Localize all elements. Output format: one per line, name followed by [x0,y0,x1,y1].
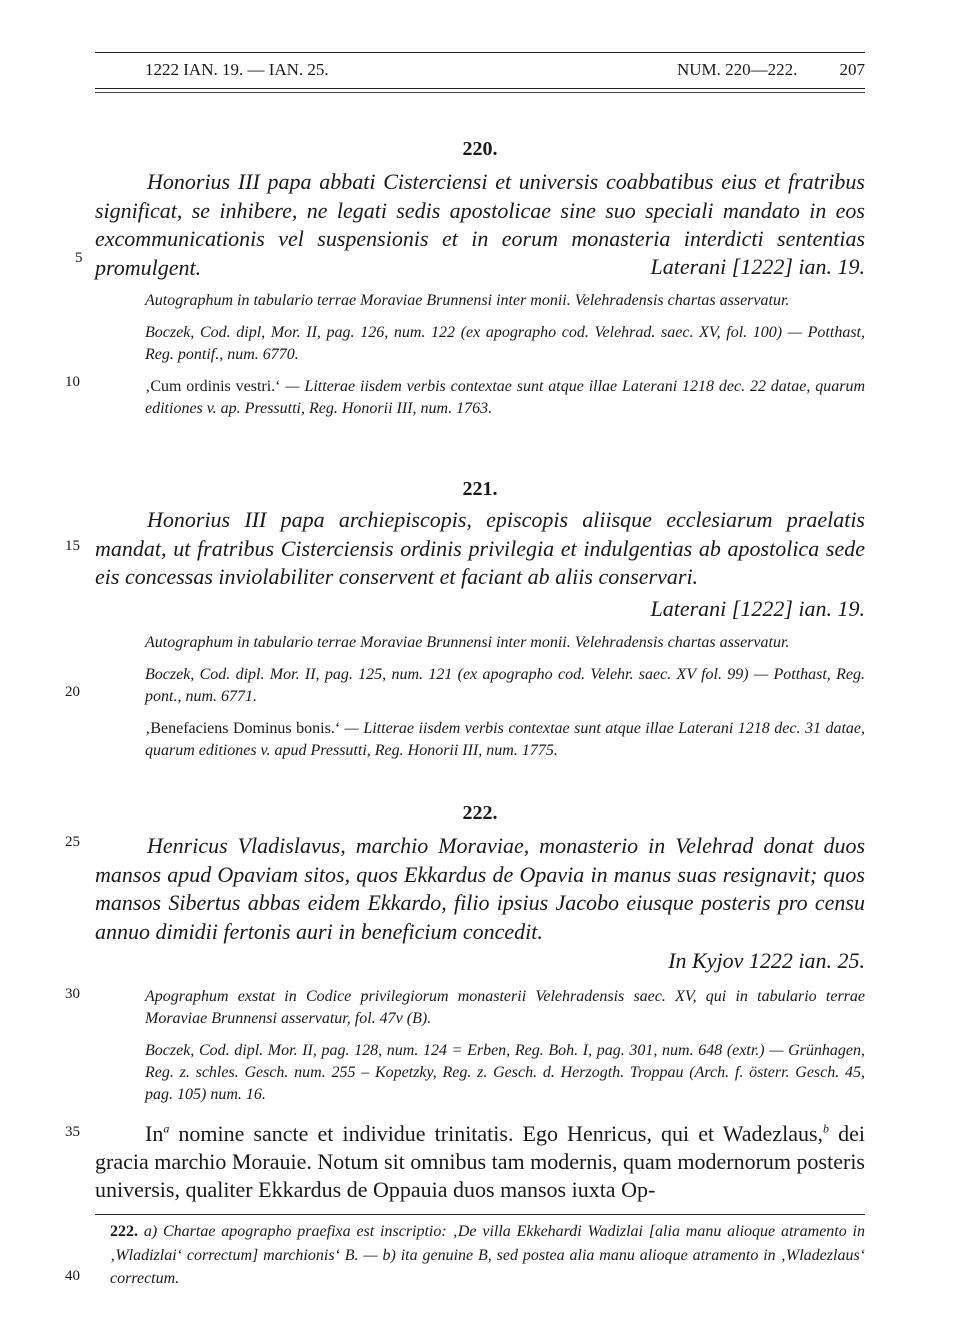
line-number: 15 [65,538,80,554]
line-number: 35 [65,1124,80,1140]
note-incipit-221: ‚Benefaciens Dominus bonis.‘ — Litterae iisdem verbis contextae sunt atque illae Laterani 1218 dec. 31 datae, quarum editiones v. apud Pressutti, Reg. Honorii III, num. 1775. [145,719,866,759]
footnote-marker-b: b [823,1121,830,1136]
line-number: 25 [65,834,80,850]
notes-222 [95,986,865,1106]
footnote-label: 222. [110,1223,138,1240]
footnotes [110,1220,865,1291]
document-222 [95,832,865,1204]
page-number: 207 [839,60,865,79]
note-archive-220: Autographum in tabulario terrae Moraviae Brunnensi inter monii. Velehradensis chartas asservatur. [145,292,790,309]
header-date-range: 1222 IAN. 19. — IAN. 25. [145,60,329,79]
running-header [95,60,865,84]
date-220: Laterani [1222] ian. 19. [650,254,865,279]
regest-220: Honorius III papa abbati Cisterciensi et universis coabbatibus eius et fratribus significat, se inhibere, ne legati sedis apostolicae sine suo speciali mandato in eos excommunicationis vel suspensionis et in eorum monasteria interdicti sententias promulgent. [95,169,865,280]
line-number: 30 [65,986,80,1002]
document-number-220: 220. [462,138,498,160]
document-number-221: 221. [462,478,498,500]
date-222: In Kyjov 1222 ian. 25. [668,948,865,973]
notes-221 [95,632,865,762]
incipit-221: ‚Benefaciens Dominus bonis.‘ [145,719,341,737]
header-numbers: NUM. 220—222. [677,60,798,79]
notes-220 [95,290,865,420]
note-archive-221: Autographum in tabulario terrae Moraviae Brunnensi inter monii. Velehradensis chartas asservatur. [145,633,790,651]
line-number: 20 [65,684,80,700]
note-editions-221: Boczek, Cod. dipl. Mor. II, pag. 125, num. 121 (ex apographo cod. Velehr. saec. XV fol. 99) — Potthast, Reg. pont., num. 6771. [145,665,865,705]
document-220 [95,168,865,430]
header-rule-bottom [95,88,865,89]
document-221 [95,506,865,772]
footnote-rule [95,1214,865,1215]
regest-222: Henricus Vladislavus, marchio Moraviae, monasterio in Velehrad donat duos mansos apud Opaviam sitos, quos Ekkardus de Opavia in manus suas resignavit; quos mansos Sibertus abbas eidem Ekkardo, filio ipsius Jacobo eiusque posteris pro censu annuo dimidii fertonis auri in beneficium concedit. [95,833,865,944]
document-number-222: 222. [462,802,498,824]
note-incipit-220: ‚Cum ordinis vestri.‘ — Litterae iisdem verbis contextae sunt atque illae Laterani 1218 dec. 22 datae, quarum editiones v. ap. Pressutti, Reg. Honorii III, num. 1763. [145,378,866,417]
header-rule-bottom-thin [95,92,865,93]
date-221: Laterani [1222] ian. 19. [650,595,865,621]
note-editions-222: Boczek, Cod. dipl. Mor. II, pag. 128, num. 124 = Erben, Reg. Boh. I, pag. 301, num. 648 (extr.) — Grünhagen, Reg. z. schles. Gesch. num. 255 – Kopetzky, Reg. z. Gesch. d. Herzogth. Troppau (Arch. f. österr. Gesch. 45, pag. 105) num. 16. [145,1042,865,1103]
incipit-220: ‚Cum ordinis vestri.‘ [145,378,281,395]
footnote-text: a) Chartae apographo praefixa est inscriptio: ‚De villa Ekkehardi Wadizlai [alia manu alioque atramento in ‚Wladizlai‘ correctum] marchionis‘ B. — b) ita genuine B, sed postea alia manu alioque atramento in ‚Wladezlaus‘ correctum. [110,1223,866,1287]
header-rule-top [95,52,865,53]
footnote-marker-a: a [163,1121,170,1136]
line-number: 40 [65,1268,80,1284]
line-number: 10 [65,374,80,390]
note-editions-220: Boczek, Cod. dipl, Mor. II, pag. 126, num. 122 (ex apographo cod. Velehrad. saec. XV, fol. 100) — Potthast, Reg. pontif., num. 6770. [145,324,865,363]
line-number: 5 [75,250,83,266]
note-archive-222: Apographum exstat in Codice privilegiorum monasterii Velehradensis saec. XV, qui in tabulario terrae Moraviae Brunnensi asservatur, fol. 47v (B). [145,988,865,1027]
charter-text-222: In$^a$ nomine sancte et individue trinitatis. Ego Henricus, qui et Wadezlaus,$^b$ dei gracia marchio Morauie. Notum sit omnibus tam modernis, quam modernorum posteris universis, qualiter Ekkardus de Oppauia duos mansos iuxta Op- [95,1121,865,1202]
regest-221: Honorius III papa archiepiscopis, episcopis aliisque ecclesiarum praelatis mandat, ut fratribus Cisterciensis ordinis privilegia et indulgentias ab apostolica sede eis concessas inviolabiliter conservent et faciant ab aliis conservari. [95,507,865,589]
